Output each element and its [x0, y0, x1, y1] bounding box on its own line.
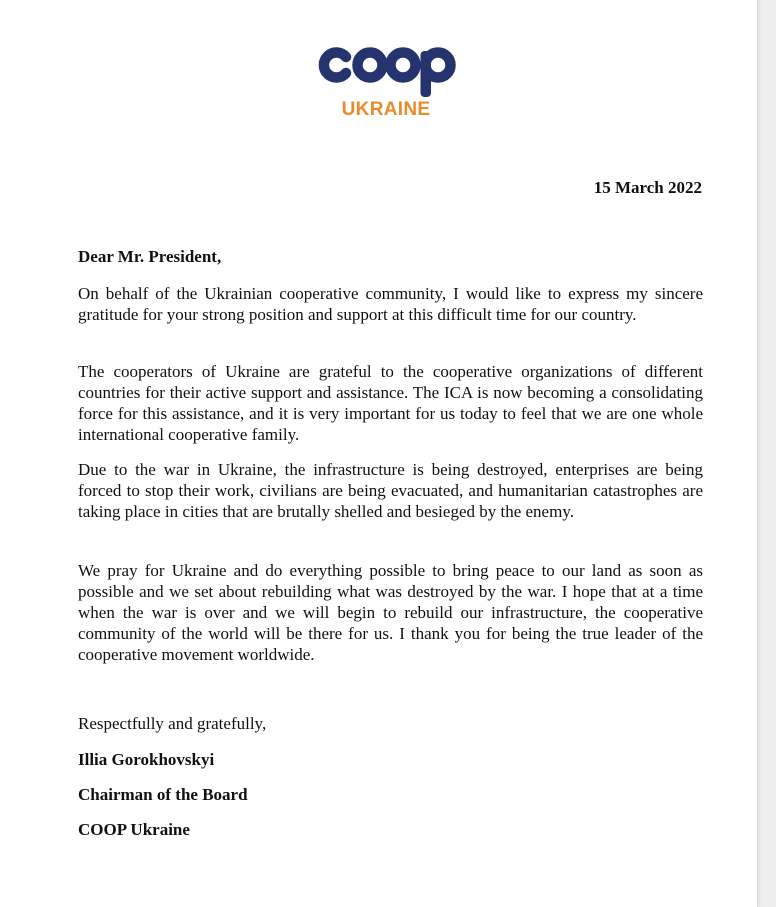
letter-greeting: Dear Mr. President,	[78, 247, 222, 266]
letter-closing: Respectfully and gratefully,	[78, 714, 267, 733]
logo-subtitle: UKRAINE	[341, 99, 431, 120]
letter-paragraph: Due to the war in Ukraine, the infrastructure is being destroyed, enterprises are being forced to stop their work, civilians are being evacuated, and humanitarian catastrophes are taking place in cities that are brutally shelled and besieged by the enemy.	[78, 460, 703, 521]
letter-paragraph: On behalf of the Ukrainian cooperative community, I would like to express my sincere gratitude for your strong position and support at this difficult time for our country.	[78, 284, 703, 324]
signatory-title: Chairman of the Board	[78, 785, 248, 804]
letter-paragraph: The cooperators of Ukraine are grateful to the cooperative organizations of different countries for their active support and assistance. The ICA is now becoming a consolidating force for this assistance, and it is very important for us today to feel that we are one whole international cooperative family.	[78, 362, 703, 444]
coop-wordmark-logo	[316, 40, 464, 98]
letter-paragraph: We pray for Ukraine and do everything possible to bring peace to our land as soon as possible and we set about rebuilding what was destroyed by the war. I hope that at a time when the war is over and we will begin to rebuild our infrastructure, the cooperative community of the world will be there for us. I thank you for being the true leader of the cooperative movement worldwide.	[78, 561, 703, 664]
coop-ukraine-logo	[316, 40, 464, 128]
signatory-organization: COOP Ukraine	[78, 820, 190, 839]
letter-date: 15 March 2022	[593, 178, 702, 197]
signatory-name: Illia Gorokhovskyi	[78, 750, 215, 769]
